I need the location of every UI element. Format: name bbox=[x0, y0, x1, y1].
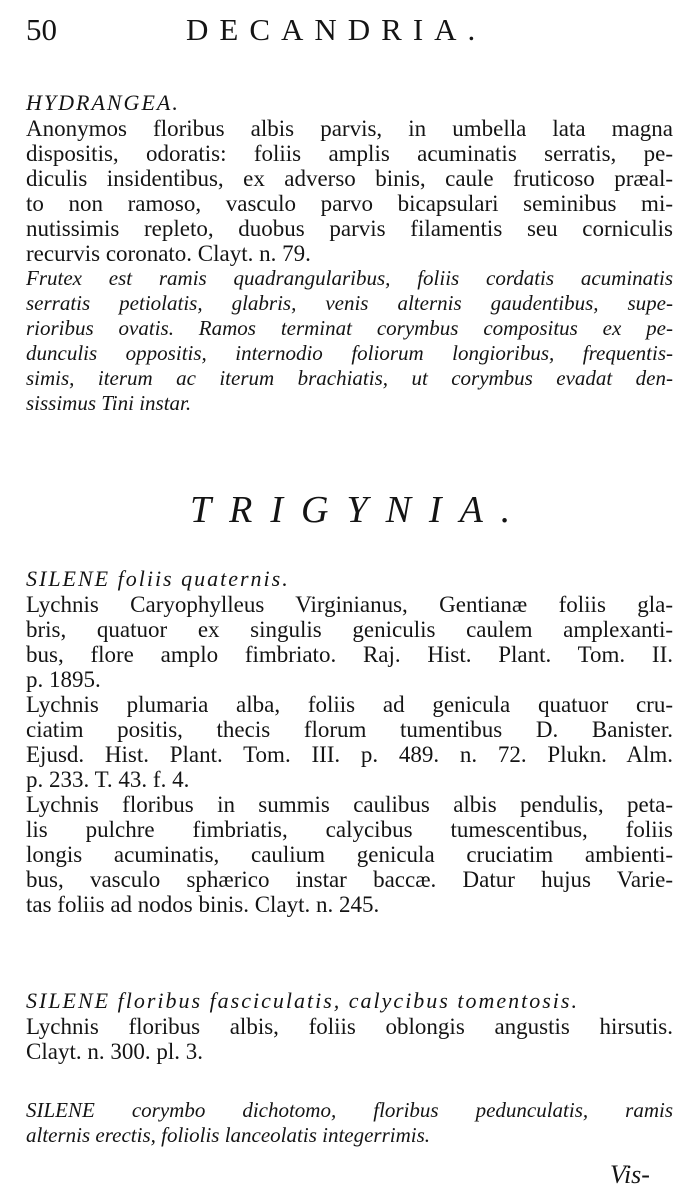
description-line: dunculis oppositis, internodio foliorum longioribus, frequentis- bbox=[26, 341, 673, 365]
entry-line: p. 1895. bbox=[26, 667, 101, 692]
description-line: rioribus ovatis. Ramos terminat corymbus compositus ex pe- bbox=[26, 316, 673, 340]
entry-line: bris, quatuor ex singulis geniculis caulem amplexanti- bbox=[26, 617, 673, 642]
entry-line: lis pulchre fimbriatis, calycibus tumescentibus, foliis bbox=[26, 817, 673, 842]
entry-line: ciatim positis, thecis florum tumentibus D. Banister. bbox=[26, 717, 673, 742]
section-title: TRIGYNIA. bbox=[190, 489, 529, 531]
entry-line: tas foliis ad nodos binis. Clayt. n. 245. bbox=[26, 892, 380, 917]
entry-heading-silene: SILENE floribus fasciculatis, calycibus tomentosis. bbox=[26, 988, 579, 1013]
running-head: DECANDRIA. bbox=[186, 12, 487, 47]
silene-entry-2 bbox=[26, 988, 673, 1064]
entry-line: Lychnis plumaria alba, foliis ad genicula quatuor cru- bbox=[26, 692, 673, 717]
entry-heading-hydrangea: HYDRANGEA. bbox=[26, 90, 180, 115]
entry-line: nutissimis repleto, duobus parvis filamentis seu corniculis bbox=[26, 216, 673, 241]
entry-heading-silene: SILENE corymbo dichotomo, floribus pedunculatis, ramis bbox=[26, 1098, 673, 1122]
entry-line: bus, vasculo sphærico instar baccæ. Datur hujus Varie- bbox=[26, 867, 673, 892]
entry-line: bus, flore amplo fimbriato. Raj. Hist. Plant. Tom. II. bbox=[26, 642, 673, 667]
catchword: Vis- bbox=[610, 1160, 650, 1189]
entry-line: dispositis, odoratis: foliis amplis acuminatis serratis, pe- bbox=[26, 141, 673, 166]
entry-line: Lychnis Caryophylleus Virginianus, Gentianæ foliis gla- bbox=[26, 592, 673, 617]
description-line: Frutex est ramis quadrangularibus, foliis cordatis acuminatis bbox=[26, 266, 673, 290]
entry-line: to non ramoso, vasculo parvo bicapsulari seminibus mi- bbox=[26, 191, 673, 216]
entry-line: Ejusd. Hist. Plant. Tom. III. p. 489. n. 72. Plukn. Alm. bbox=[26, 742, 673, 767]
hydrangea-entry bbox=[26, 90, 673, 416]
entry-line: Lychnis floribus in summis caulibus albis pendulis, peta- bbox=[26, 792, 673, 817]
page-header bbox=[26, 10, 666, 50]
entry-line: alternis erectis, foliolis lanceolatis integerrimis. bbox=[26, 1123, 431, 1147]
page-number: 50 bbox=[26, 12, 57, 47]
silene-entry-3 bbox=[26, 1098, 673, 1148]
description-line: sissimus Tini instar. bbox=[26, 391, 192, 415]
entry-heading-silene: SILENE foliis quaternis. bbox=[26, 566, 290, 591]
entry-line: Anonymos floribus albis parvis, in umbella lata magna bbox=[26, 116, 673, 141]
entry-line: Lychnis floribus albis, foliis oblongis angustis hirsutis. bbox=[26, 1014, 673, 1039]
entry-line: longis acuminatis, caulium genicula cruciatim ambienti- bbox=[26, 842, 673, 867]
entry-line: diculis insidentibus, ex adverso binis, caule fruticoso præal- bbox=[26, 166, 673, 191]
entry-line: recurvis coronato. Clayt. n. 79. bbox=[26, 241, 311, 266]
entry-line: Clayt. n. 300. pl. 3. bbox=[26, 1039, 203, 1064]
silene-entry-1 bbox=[26, 566, 673, 917]
description-line: simis, iterum ac iterum brachiatis, ut corymbus evadat den- bbox=[26, 366, 673, 390]
description-line: serratis petiolatis, glabris, venis alternis gaudentibus, supe- bbox=[26, 291, 673, 315]
entry-line: p. 233. T. 43. f. 4. bbox=[26, 767, 190, 792]
